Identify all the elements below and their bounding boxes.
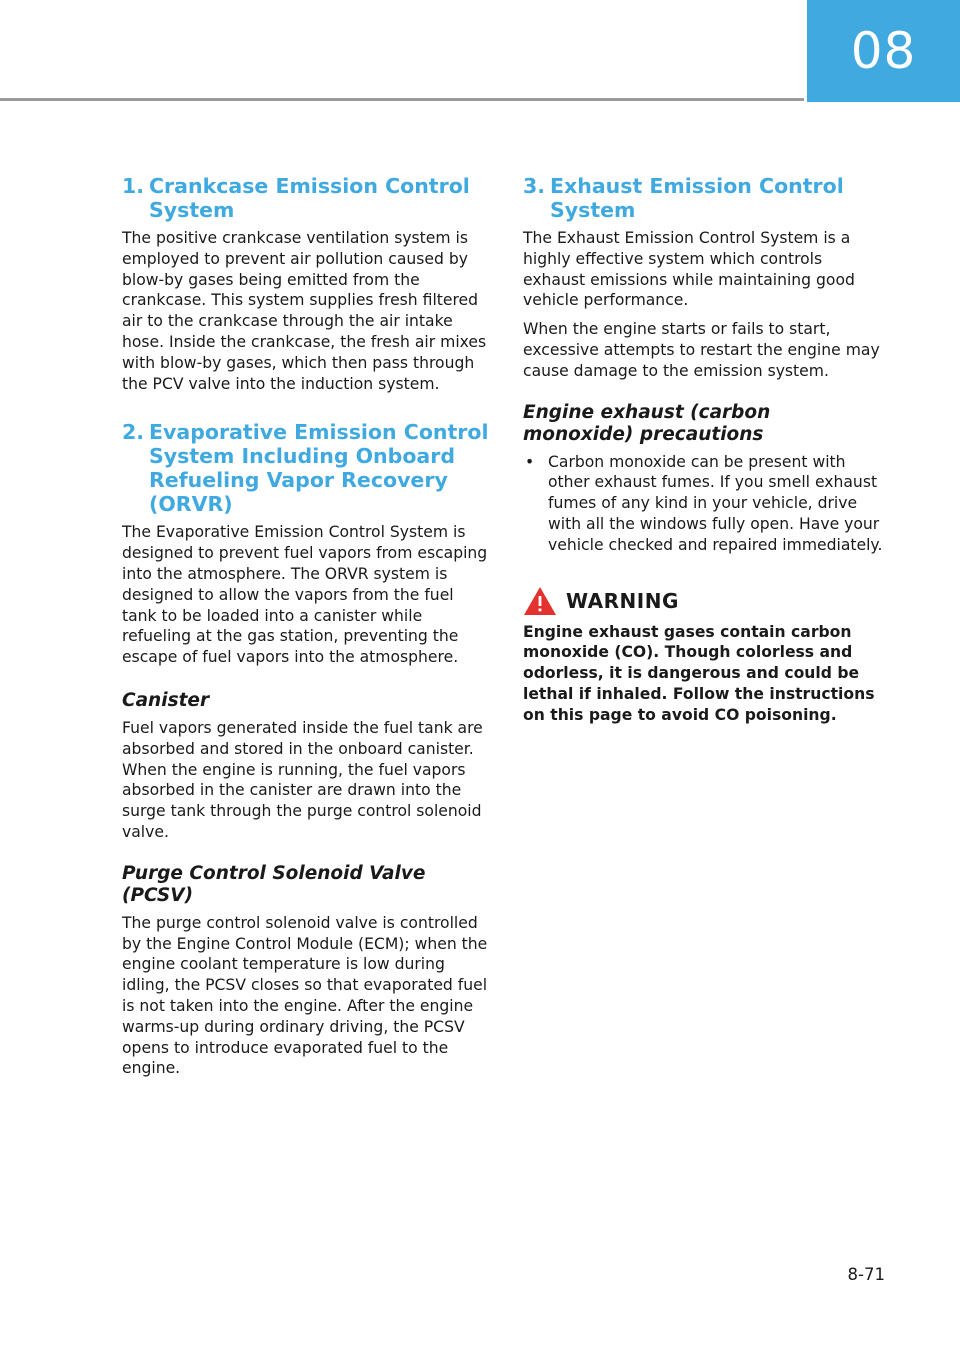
section-heading-crankcase xyxy=(122,174,490,222)
warning-text: Engine exhaust gases contain carbon monoxide (CO). Though colorless and odorless, it is dangerous and could be lethal if inhaled. Follow the instructions on this page to avoid CO poisoning. xyxy=(523,622,875,724)
section-title: Exhaust Emission Control System xyxy=(550,174,844,222)
exhaust-paragraph-2: When the engine starts or fails to start, excessive attempts to restart the engine may cause damage to the emission system. xyxy=(523,320,880,380)
chapter-number: 08 xyxy=(850,22,917,80)
exhaust-precautions-heading: Engine exhaust (carbon monoxide) precautions xyxy=(523,401,771,445)
exhaust-paragraph-1: The Exhaust Emission Control System is a highly effective system which controls exhaust emissions while maintaining good vehicle performance. xyxy=(523,229,855,310)
evaporative-paragraph: The Evaporative Emission Control System is designed to prevent fuel vapors from escaping into the atmosphere. The ORVR system is designed to allow the vapors from the fuel tank to be loaded into a canister while refueling at the gas station, preventing the escape of fuel vapors into the atmosphere. xyxy=(122,523,488,667)
section-heading-evaporative xyxy=(122,420,490,516)
warning-header xyxy=(523,586,885,616)
pcsv-paragraph: The purge control solenoid valve is controlled by the Engine Control Module (ECM); when the engine coolant temperature is low during idling, the PCSV closes so that evaporated fuel is not taken into the engine. After the engine warms-up during ordinary driving, the PCSV opens to introduce evaporated fuel to the engine. xyxy=(122,913,488,1078)
canister-heading: Canister xyxy=(122,689,210,711)
section-number: 1. xyxy=(122,174,145,198)
section-number: 3. xyxy=(523,174,546,198)
pcsv-heading: Purge Control Solenoid Valve (PCSV) xyxy=(122,862,426,906)
list-item xyxy=(523,452,885,556)
section-heading-exhaust xyxy=(523,174,885,222)
warning-triangle-icon xyxy=(523,586,557,616)
warning-title: WARNING xyxy=(566,588,679,613)
list-item-text: Carbon monoxide can be present with other exhaust fumes. If you smell exhaust fumes of any kind in your vehicle, drive with all the windows fully open. Have your vehicle checked and repaired immediately. xyxy=(548,452,883,554)
chapter-tab xyxy=(807,0,960,102)
crankcase-paragraph: The positive crankcase ventilation system is employed to prevent air pollution caused by blow-by gases being emitted from the crankcase. This system supplies fresh filtered air to the crankcase through the air intake hose. Inside the crankcase, the fresh air mixes with blow-by gases, which then pass through the PCV valve into the induction system. xyxy=(122,229,487,393)
canister-paragraph: Fuel vapors generated inside the fuel tank are absorbed and stored in the onboard canister. When the engine is running, the fuel vapors absorbed in the canister are drawn into the surge tank through the purge control solenoid valve. xyxy=(122,718,483,841)
section-title: Crankcase Emission Control System xyxy=(149,174,470,222)
bullet-icon: • xyxy=(525,452,535,471)
section-title: Evaporative Emission Control System Including Onboard Refueling Vapor Recovery (ORVR) xyxy=(149,420,489,517)
page-number: 8-71 xyxy=(847,1265,885,1284)
right-column xyxy=(523,174,885,726)
left-column xyxy=(122,174,490,1087)
section-number: 2. xyxy=(122,420,145,445)
precautions-list xyxy=(523,452,885,556)
header-rule xyxy=(0,98,804,101)
